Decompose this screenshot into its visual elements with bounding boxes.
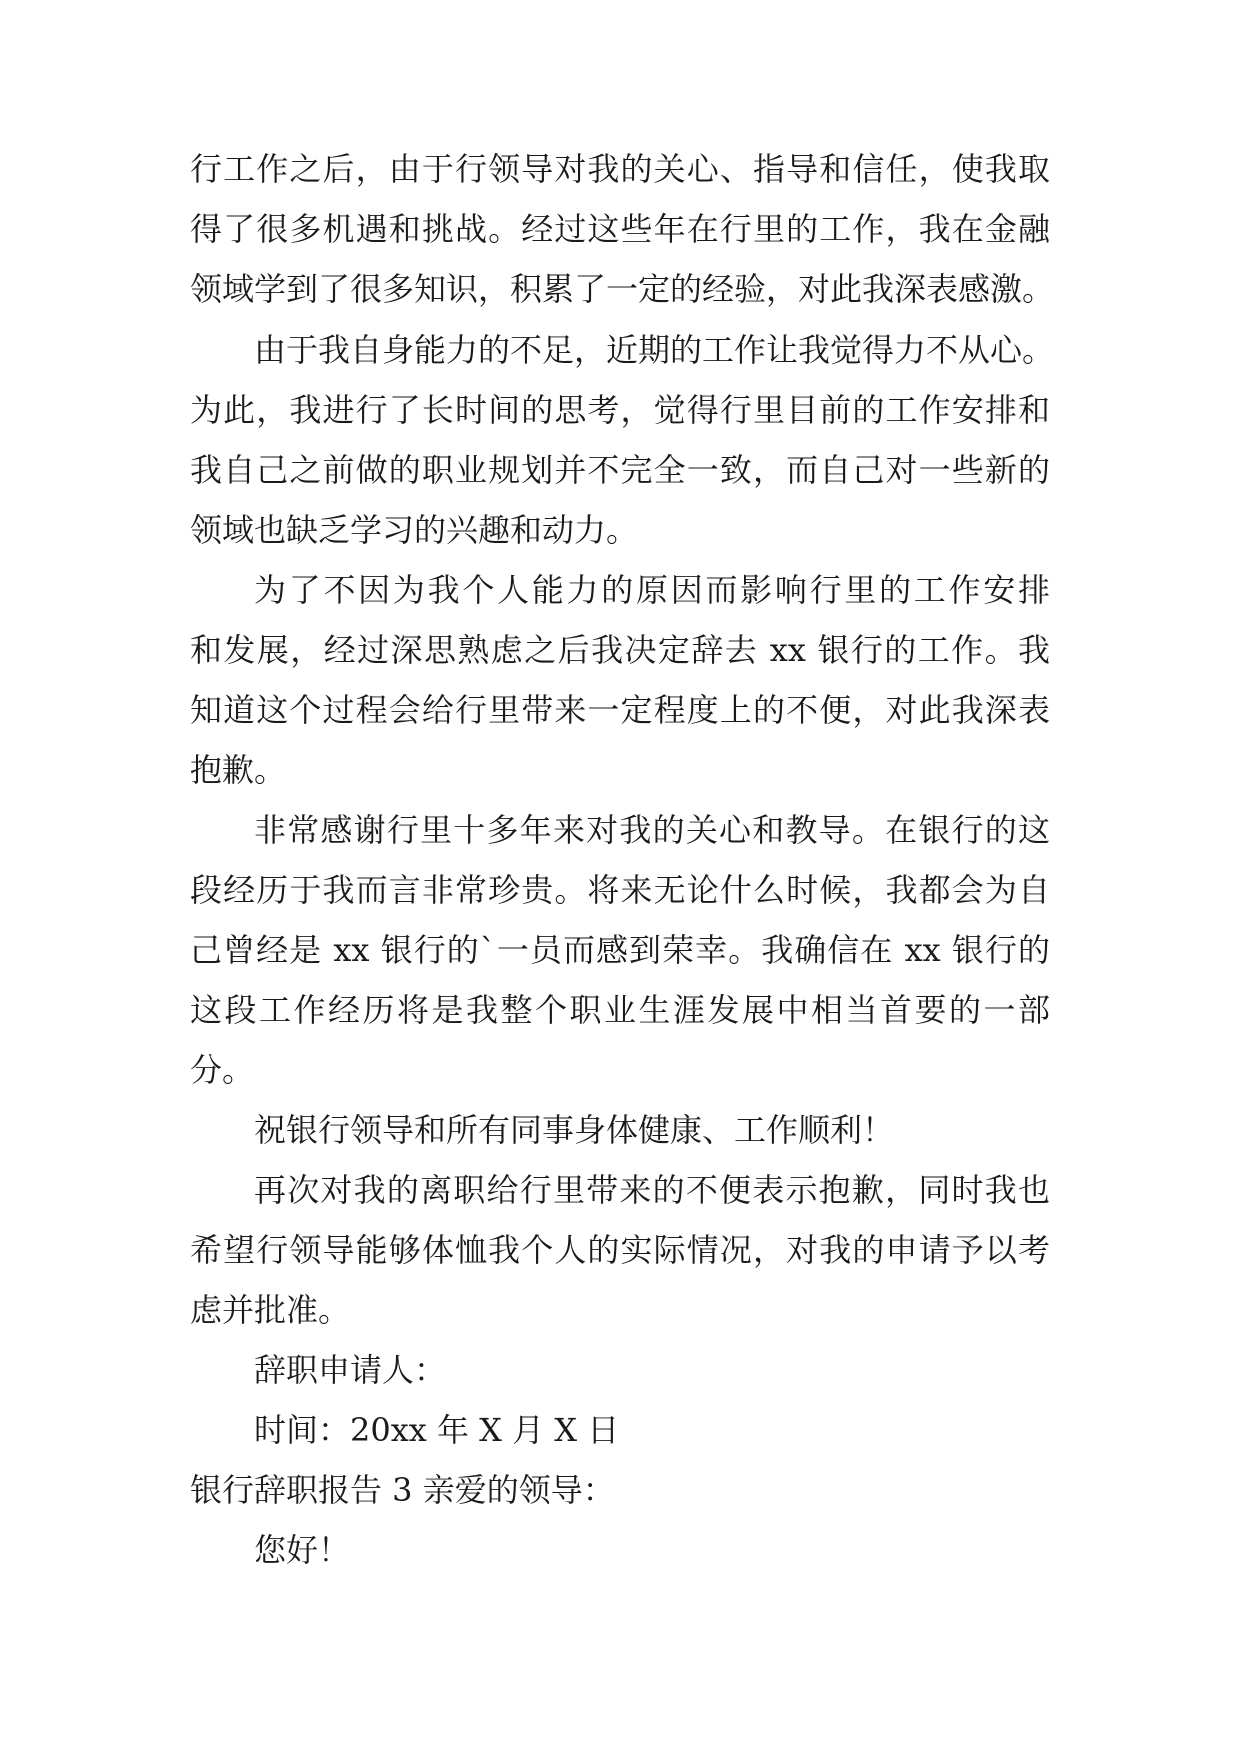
paragraph-line: 知道这个过程会给行里带来一定程度上的不便，对此我深表 [190,691,1050,729]
paragraph-line: 行工作之后，由于行领导对我的关心、指导和信任，使我取 [190,150,1050,188]
paragraph-line: 我自己之前做的职业规划并不完全一致，而自己对一些新的 [190,451,1050,489]
paragraph-line: 为了不因为我个人能力的原因而影响行里的工作安排 [254,571,1050,609]
paragraph-line: 由于我自身能力的不足，近期的工作让我觉得力不从心。 [254,331,1055,369]
paragraph-line: 非常感谢行里十多年来对我的关心和教导。在银行的这 [254,811,1050,849]
paragraph-line: 再次对我的离职给行里带来的不便表示抱歉，同时我也 [254,1171,1050,1209]
paragraph-line: 段经历于我而言非常珍贵。将来无论什么时候，我都会为自 [190,871,1050,909]
paragraph-line: 这段工作经历将是我整个职业生涯发展中相当首要的一部 [190,991,1050,1029]
paragraph-line: 己曾经是 xx 银行的`一员而感到荣幸。我确信在 xx 银行的 [190,931,1050,969]
paragraph-line: 为此，我进行了长时间的思考，觉得行里目前的工作安排和 [190,391,1050,429]
section-heading: 银行辞职报告 3 亲爱的领导： [190,1471,615,1509]
paragraph-line: 虑并批准。 [190,1291,351,1329]
paragraph-line: 得了很多机遇和挑战。经过这些年在行里的工作，我在金融 [190,210,1050,248]
paragraph-line: 领域也缺乏学习的兴趣和动力。 [190,511,639,549]
paragraph-line: 和发展，经过深思熟虑之后我决定辞去 xx 银行的工作。我 [190,631,1050,669]
paragraph-line: 领域学到了很多知识，积累了一定的经验，对此我深表感激。 [190,270,1055,308]
greeting-line: 您好！ [254,1531,351,1569]
paragraph-line: 抱歉。 [190,751,287,789]
date-line: 时间：20xx 年 X 月 X 日 [254,1411,620,1449]
paragraph-line: 希望行领导能够体恤我个人的实际情况，对我的申请予以考 [190,1231,1050,1269]
paragraph-line: 分。 [190,1051,255,1089]
paragraph-line: 祝银行领导和所有同事身体健康、工作顺利！ [254,1111,895,1149]
signature-label: 辞职申请人： [254,1351,447,1389]
